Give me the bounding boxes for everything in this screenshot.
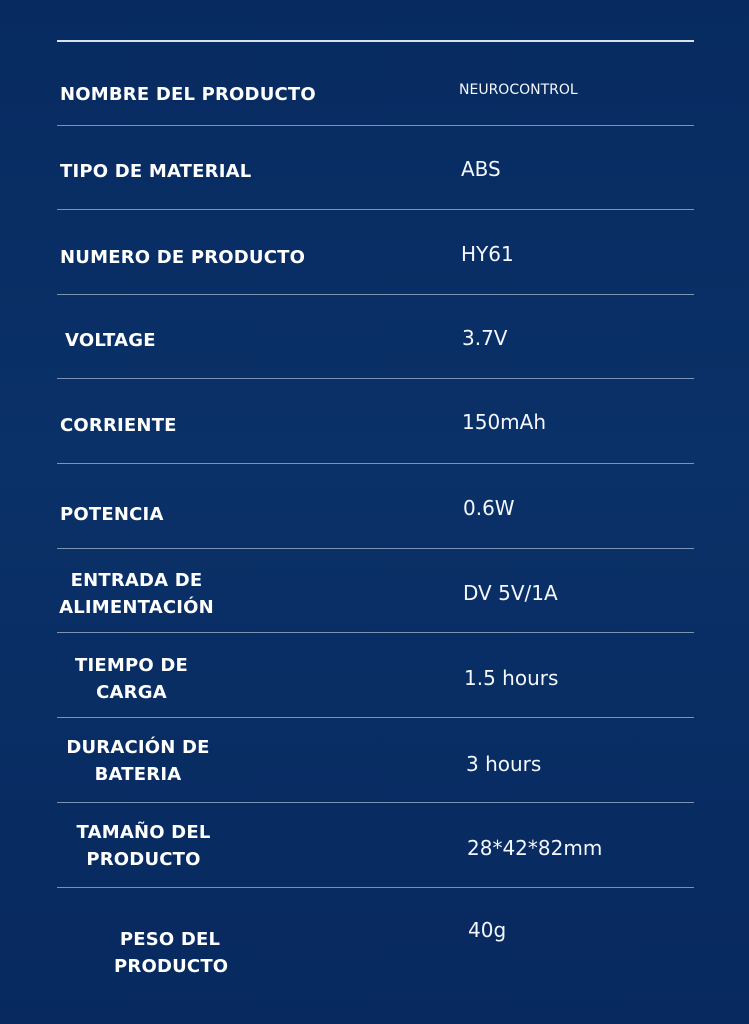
spec-row-product-number xyxy=(57,209,694,295)
spec-row-product-size xyxy=(57,802,694,888)
spec-label: CORRIENTE xyxy=(60,415,177,436)
spec-row-product-name xyxy=(57,42,694,126)
spec-value: 3 hours xyxy=(466,752,542,776)
spec-value: 150mAh xyxy=(462,410,547,434)
spec-label: POTENCIA xyxy=(60,504,164,525)
spec-value: 40g xyxy=(468,918,507,942)
spec-row-power-input xyxy=(57,548,694,633)
spec-label: PESO DEL PRODUCTO xyxy=(114,929,229,977)
spec-value: HY61 xyxy=(461,242,514,266)
spec-label: NUMERO DE PRODUCTO xyxy=(60,247,306,268)
spec-row-current xyxy=(57,378,694,464)
spec-value: DV 5V/1A xyxy=(463,581,558,605)
spec-value: 28*42*82mm xyxy=(467,836,603,860)
spec-value: 1.5 hours xyxy=(464,666,559,690)
spec-value: NEUROCONTROL xyxy=(459,82,578,98)
spec-label: TIEMPO DE CARGA xyxy=(75,655,188,703)
spec-value: ABS xyxy=(461,157,501,181)
spec-row-charge-time xyxy=(57,632,694,718)
spec-row-power xyxy=(57,463,694,549)
spec-row-product-weight xyxy=(57,887,694,997)
spec-label: VOLTAGE xyxy=(65,330,156,351)
spec-value: 3.7V xyxy=(462,326,508,350)
spec-label: TIPO DE MATERIAL xyxy=(60,161,252,182)
spec-value: 0.6W xyxy=(463,496,515,520)
spec-row-voltage xyxy=(57,294,694,379)
spec-label: NOMBRE DEL PRODUCTO xyxy=(60,84,316,105)
spec-row-material xyxy=(57,125,694,210)
spec-label: ENTRADA DE ALIMENTACIÓN xyxy=(59,570,214,618)
spec-label: TAMAÑO DEL PRODUCTO xyxy=(76,822,211,870)
spec-row-battery-life xyxy=(57,717,694,803)
spec-label: DURACIÓN DE BATERIA xyxy=(66,737,210,785)
